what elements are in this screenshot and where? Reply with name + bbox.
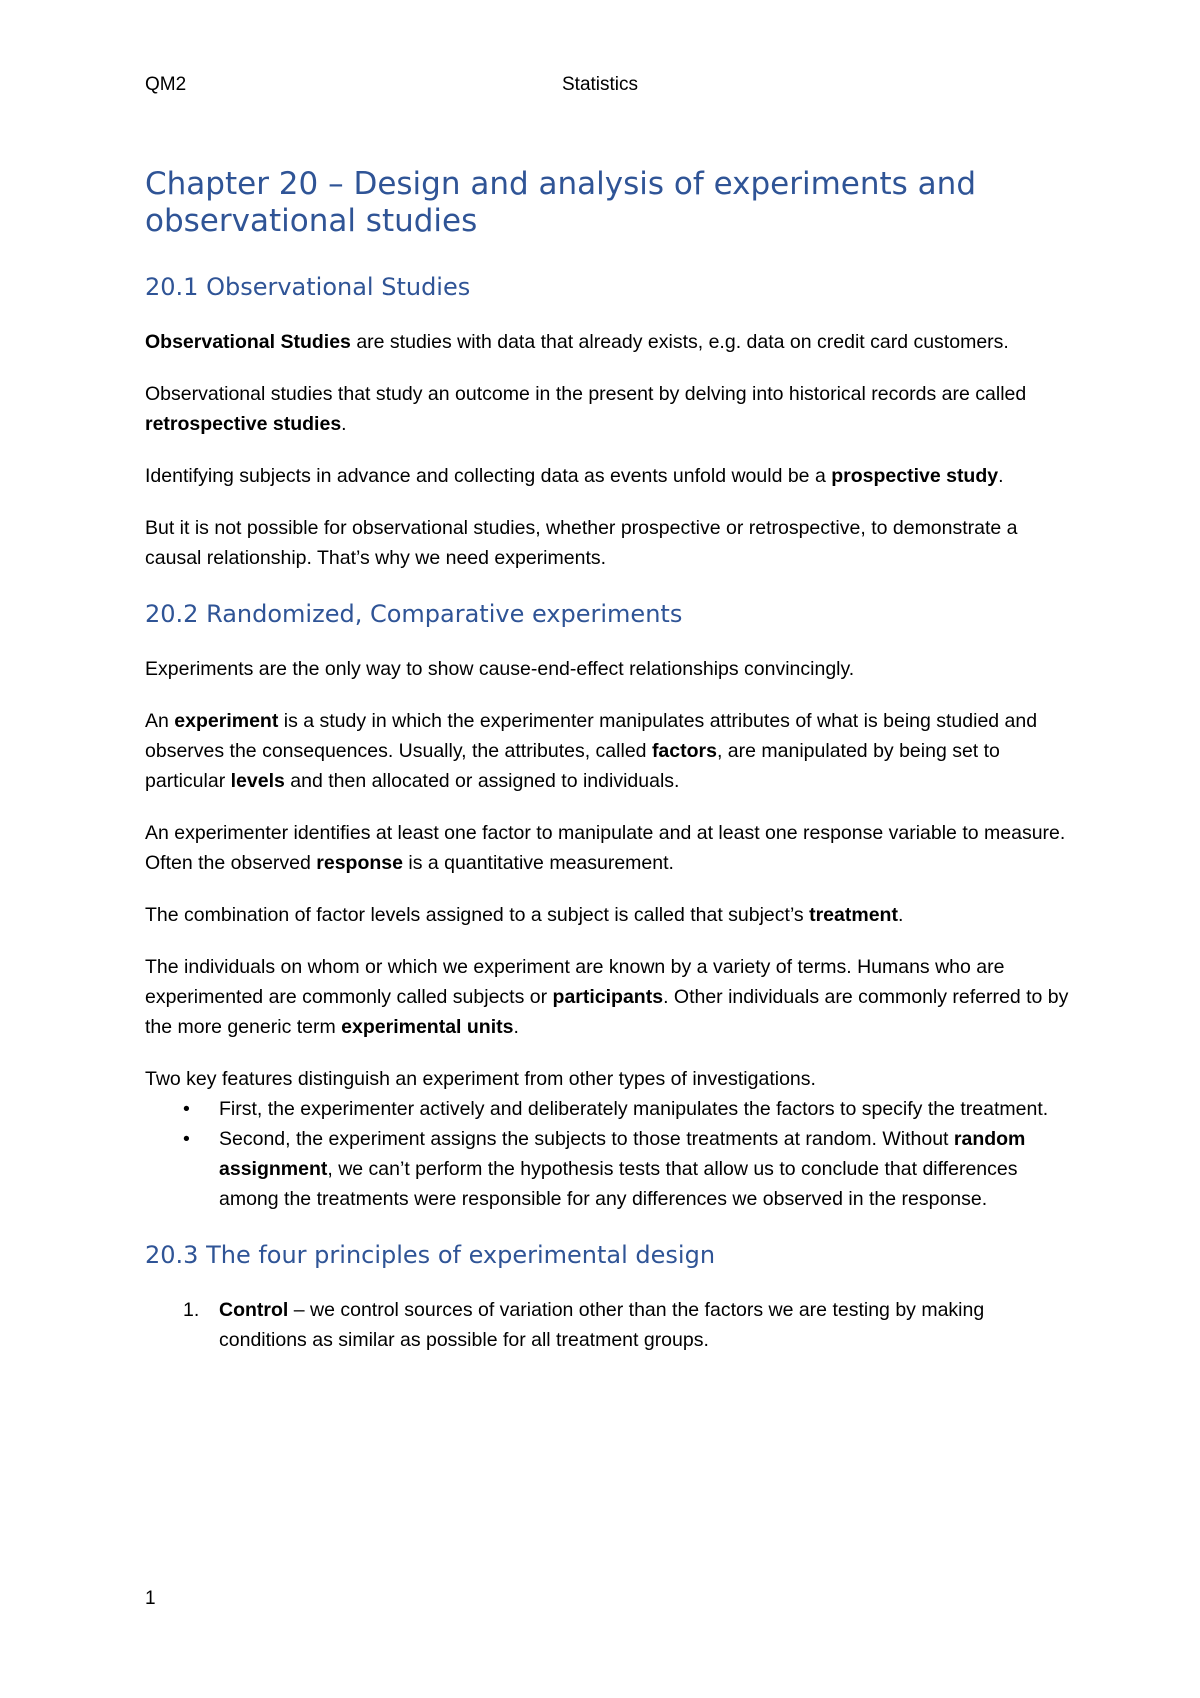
term-random-assignment: random assignment <box>219 1128 1026 1180</box>
list-number: 1. <box>183 1299 200 1321</box>
paragraph-key-features: Two key features distinguish an experiment from other types of investigations. <box>145 1068 816 1090</box>
text: An <box>145 710 175 732</box>
text: . <box>897 904 904 926</box>
term-response: response <box>316 852 403 874</box>
text: – we control sources of variation other than the factors we are testing by making conditions as similar as possible for all treatment groups. <box>219 1299 985 1351</box>
paragraph-prospective <box>145 461 1075 491</box>
text: First, the experimenter actively and deliberately manipulates the factors to specify the treatment. <box>219 1098 1049 1120</box>
bullet-icon: • <box>183 1128 190 1150</box>
text: . <box>513 1016 519 1038</box>
paragraph-observational-definition <box>145 327 1075 357</box>
text: is a quantitative measurement. <box>402 852 674 874</box>
key-features-list <box>145 1094 1075 1214</box>
section-heading-20-1: 20.1 Observational Studies <box>145 273 471 301</box>
document-body <box>145 166 1075 1355</box>
text: The combination of factor levels assigned to a subject is called that subject’s <box>145 904 810 926</box>
text: and then allocated or assigned to individuals. <box>284 770 680 792</box>
paragraph-treatment <box>145 900 1075 930</box>
text: , we can’t perform the hypothesis tests that allow us to conclude that differences among the treatments were responsible for any differences we observed in the response. <box>219 1158 1018 1210</box>
section-heading-20-2: 20.2 Randomized, Comparative experiments <box>145 600 683 628</box>
bullet-icon: • <box>183 1098 190 1120</box>
text: , are manipulated by being set to particular <box>145 740 1000 792</box>
term-retrospective-studies: retrospective studies <box>145 413 342 435</box>
text: is a study in which the experimenter manipulates attributes of what is being studied and observes the consequences. Usually, the attributes, called <box>145 710 1038 762</box>
text: Identifying subjects in advance and collecting data as events unfold would be a <box>145 465 832 487</box>
section-heading-20-3: 20.3 The four principles of experimental design <box>145 1241 716 1269</box>
term-experimental-units: experimental units <box>341 1016 514 1038</box>
text: Second, the experiment assigns the subjects to those treatments at random. Without <box>219 1128 954 1150</box>
term-prospective-study: prospective study <box>831 465 999 487</box>
list-item <box>145 1094 1075 1124</box>
text: . Other individuals are commonly referred to by the more generic term <box>145 986 1069 1038</box>
paragraph-causal: But it is not possible for observational studies, whether prospective or retrospective, to demonstrate a causal relationship. That’s why we need experiments. <box>145 517 1018 569</box>
text: . <box>341 413 347 435</box>
text: are studies with data that already exists, e.g. data on credit card customers. <box>350 331 1009 353</box>
paragraph-experiment-definition <box>145 706 1075 796</box>
header-course: QM2 <box>145 74 187 95</box>
term-experiment: experiment <box>174 710 279 732</box>
chapter-title: Chapter 20 – Design and analysis of experiments and observational studies <box>145 166 976 239</box>
paragraph-retrospective <box>145 379 1075 439</box>
page-number: 1 <box>145 1588 156 1609</box>
term-control: Control <box>219 1299 289 1321</box>
list-item <box>145 1295 1075 1355</box>
text: An experimenter identifies at least one factor to manipulate and at least one response variable to measure. Often the observed <box>145 822 1066 874</box>
list-item <box>145 1124 1075 1214</box>
text: The individuals on whom or which we experiment are known by a variety of terms. Humans who are experimented are commonly called subjects or <box>145 956 1005 1008</box>
term-observational-studies: Observational Studies <box>145 331 351 353</box>
text: . <box>998 465 1004 487</box>
term-levels: levels <box>230 770 285 792</box>
term-factors: factors <box>651 740 717 762</box>
header-subject: Statistics <box>562 74 639 95</box>
term-participants: participants <box>552 986 664 1008</box>
paragraph-experiments-only-way: Experiments are the only way to show cause-end-effect relationships convincingly. <box>145 658 855 680</box>
paragraph-participants <box>145 952 1075 1042</box>
term-treatment: treatment <box>809 904 898 926</box>
principles-list <box>145 1295 1075 1355</box>
paragraph-response <box>145 818 1075 878</box>
text: Observational studies that study an outcome in the present by delving into historical records are called <box>145 383 1027 405</box>
